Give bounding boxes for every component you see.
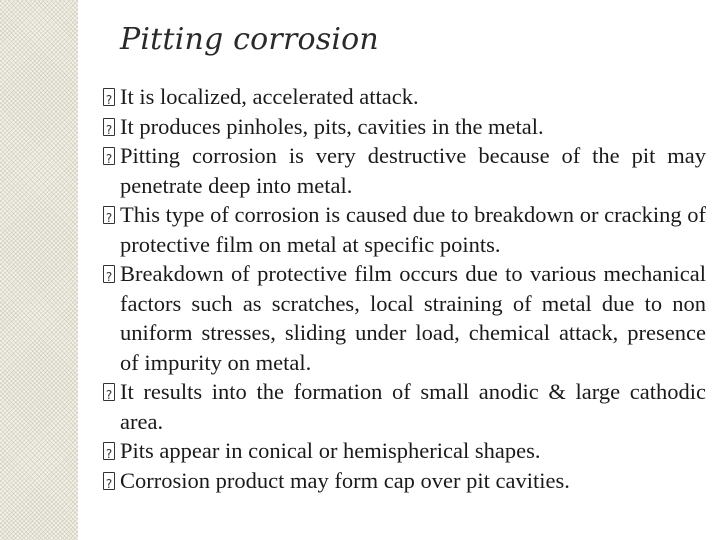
missing-glyph-box-icon	[103, 88, 115, 106]
bullet-text: It produces pinholes, pits, cavities in the metal.	[120, 113, 544, 139]
missing-glyph-box-icon	[103, 147, 115, 165]
missing-glyph-box-icon	[103, 265, 115, 283]
bullet-item	[0, 377, 720, 436]
bullet-text: Pits appear in conical or hemispherical shapes.	[120, 438, 541, 463]
bullet-item	[0, 436, 720, 466]
bullet-text: Breakdown of protective film occurs due to various mechanical factors such as scratches, local straining of metal due to non uniform stresses, sliding under load, chemical attack, presence of impurity on metal.	[120, 261, 706, 375]
slide-title: Pitting corrosion	[120, 22, 379, 57]
missing-glyph-box-icon	[103, 472, 115, 490]
bullet-text: It results into the formation of small anodic & large cathodic area.	[120, 379, 706, 434]
bullet-item	[0, 141, 720, 200]
bullet-item	[0, 82, 720, 112]
bullet-item	[0, 112, 720, 142]
bullet-list	[0, 82, 720, 495]
missing-glyph-box-icon	[103, 206, 115, 224]
bullet-text: It is localized, accelerated attack.	[120, 84, 419, 109]
bullet-item	[0, 259, 720, 377]
missing-glyph-box-icon	[103, 383, 115, 401]
missing-glyph-box-icon	[103, 442, 115, 460]
bullet-text: Pitting corrosion is very destructive because of the pit may penetrate deep into metal.	[120, 143, 706, 198]
missing-glyph-box-icon	[103, 118, 115, 136]
bullet-text: This type of corrosion is caused due to breakdown or cracking of protective film on metal at specific points.	[120, 202, 706, 257]
bullet-text: Corrosion product may form cap over pit cavities.	[120, 467, 570, 493]
bullet-item	[0, 200, 720, 259]
bullet-item	[0, 466, 720, 496]
